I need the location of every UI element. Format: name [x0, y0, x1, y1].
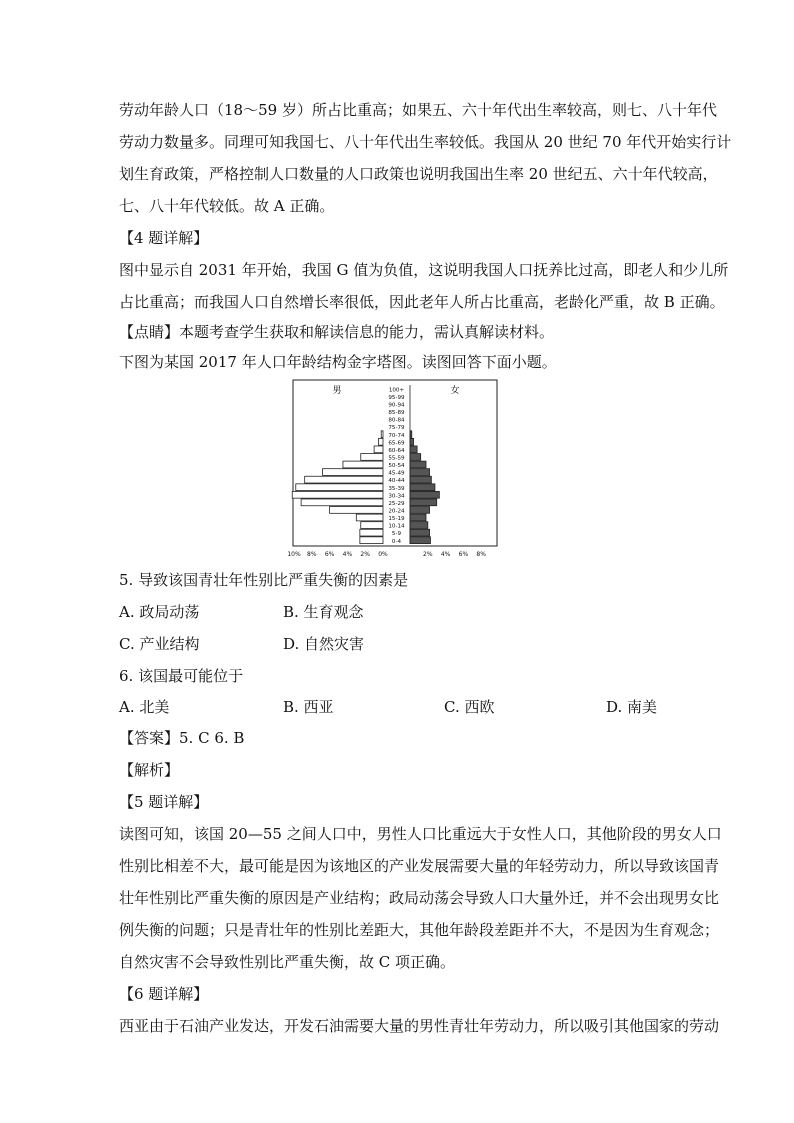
female-bar: [410, 491, 439, 498]
male-bar: [296, 484, 383, 491]
age-group-label: 55-59: [388, 455, 405, 462]
age-group-label: 70-74: [388, 432, 405, 439]
female-bar: [410, 484, 435, 491]
x-tick-label: 10%: [287, 551, 301, 558]
text-line: 例失衡的问题；只是青壮年的性别比差距大，其他年龄段差距并不大，不是因为生育观念；: [119, 921, 720, 939]
female-bar: [410, 461, 426, 468]
age-group-label: 65-69: [388, 440, 405, 447]
age-group-label: 80-84: [388, 417, 405, 424]
age-group-label: 20-24: [388, 508, 405, 515]
age-group-label: 90-94: [388, 402, 405, 409]
text-line: 七、八十年代较低。故 A 正确。: [119, 197, 335, 215]
option-5a: A. 政局动荡: [119, 603, 200, 621]
x-tick-label: 8%: [307, 551, 317, 558]
option-5c: C. 产业结构: [119, 635, 200, 653]
x-tick-label: 8%: [476, 551, 486, 558]
female-bar: [410, 469, 430, 476]
option-6d: D. 南美: [606, 698, 658, 716]
female-bar: [410, 476, 431, 483]
male-bar: [356, 514, 383, 521]
male-bar: [374, 446, 383, 453]
text-line: 占比重高；而我国人口自然增长率很低，因此老年人所占比重高，老龄化严重，故 B 正确。: [119, 293, 725, 311]
tip-line: 【点睛】本题考查学生获取和解读信息的能力，需认真解读材料。: [119, 323, 555, 341]
male-bar: [360, 529, 383, 536]
text-line: 读图可知，该国 20—55 之间人口中，男性人口比重远大于女性人口，其他阶段的男女人口: [119, 825, 722, 843]
age-group-label: 5-9: [391, 531, 402, 538]
male-bar: [330, 507, 383, 514]
age-group-label: 0-4: [391, 538, 402, 545]
text-line: 自然灾害不会导致性别比严重失衡，故 C 项正确。: [119, 953, 456, 971]
text-line: 西亚由于石油产业发达，开发石油需要大量的男性青壮年劳动力，所以吸引其他国家的劳动: [119, 1017, 720, 1035]
section-heading: 【6 题详解】: [119, 985, 209, 1003]
tick-labels-layer: [287, 551, 486, 558]
female-bar: [410, 529, 430, 536]
x-tick-label: 6%: [458, 551, 469, 558]
female-bar: [410, 438, 414, 445]
male-label: 男: [332, 386, 342, 396]
age-labels-layer: [388, 387, 405, 544]
age-group-label: 10-14: [388, 523, 405, 530]
female-bar: [410, 537, 430, 544]
male-bar: [301, 499, 383, 506]
male-bar: [361, 454, 383, 461]
female-bar: [410, 522, 428, 529]
analysis-heading: 【解析】: [119, 761, 180, 779]
male-bar: [343, 461, 383, 468]
male-bar: [361, 522, 383, 529]
age-group-label: 50-54: [388, 463, 405, 470]
text-line: 图中显示自 2031 年开始，我国 G 值为负值，这说明我国人口抚养比过高，即老人和少儿所: [119, 261, 729, 279]
female-bar: [410, 446, 417, 453]
option-5b: B. 生育观念: [283, 603, 364, 621]
option-6a: A. 北美: [119, 698, 170, 716]
x-tick-label: 0%: [378, 551, 388, 558]
population-pyramid-chart: [287, 379, 498, 561]
age-group-label: 45-49: [388, 470, 405, 477]
male-bar: [379, 438, 383, 445]
x-tick-label: 4%: [440, 551, 451, 558]
x-tick-label: 2%: [423, 551, 433, 558]
age-group-label: 95-99: [388, 394, 405, 401]
text-line: 劳动年龄人口（18～59 岁）所占比重高；如果五、六十年代出生率较高，则七、八十年代: [119, 101, 717, 119]
male-bar: [322, 469, 383, 476]
female-label: 女: [450, 386, 460, 396]
age-group-label: 40-44: [388, 478, 405, 485]
text-line: 壮年性别比严重失衡的原因是产业结构；政局动荡会导致人口大量外迁，并不会出现男女比: [119, 889, 720, 907]
female-bar: [410, 507, 430, 514]
age-group-label: 25-29: [388, 500, 405, 507]
age-group-label: 35-39: [388, 485, 405, 492]
age-group-label: 15-19: [388, 516, 405, 523]
section-heading: 【4 题详解】: [119, 229, 209, 247]
x-tick-label: 2%: [360, 551, 370, 558]
option-6b: B. 西亚: [283, 698, 334, 716]
section-heading: 【5 题详解】: [119, 793, 209, 811]
question-5: 5. 导致该国青壮年性别比严重失衡的因素是: [119, 571, 409, 589]
age-group-label: 60-64: [388, 447, 405, 454]
age-group-label: 85-89: [388, 410, 405, 417]
male-bar: [292, 491, 383, 498]
female-bar: [410, 514, 426, 521]
x-tick-label: 4%: [342, 551, 353, 558]
x-tick-label: 6%: [324, 551, 335, 558]
female-bar: [410, 454, 421, 461]
option-6c: C. 西欧: [444, 698, 495, 716]
text-line: 划生育政策，严格控制人口数量的人口政策也说明我国出生率 20 世纪五、六十年代较高，: [119, 165, 718, 183]
male-bar: [360, 537, 383, 544]
figure-intro: 下图为某国 2017 年人口年龄结构金字塔图。读图回答下面小题。: [119, 353, 557, 371]
age-group-label: 75-79: [388, 425, 405, 432]
population-pyramid-figure: [287, 379, 498, 561]
text-line: 劳动力数量多。同理可知我国七、八十年代出生率较低。我国从 20 世纪 70 年代开始实行计: [119, 133, 732, 151]
age-group-label: 30-34: [388, 493, 405, 500]
age-group-label: 100+: [388, 387, 405, 394]
text-line: 性别比相差不大，最可能是因为该地区的产业发展需要大量的年轻劳动力，所以导致该国青: [119, 857, 720, 875]
answer-line: 【答案】5. C 6. B: [119, 729, 245, 747]
male-bar: [305, 476, 383, 483]
question-6: 6. 该国最可能位于: [119, 667, 244, 685]
female-bar: [410, 499, 437, 506]
option-5d: D. 自然灾害: [283, 635, 365, 653]
male-bar: [381, 431, 383, 438]
